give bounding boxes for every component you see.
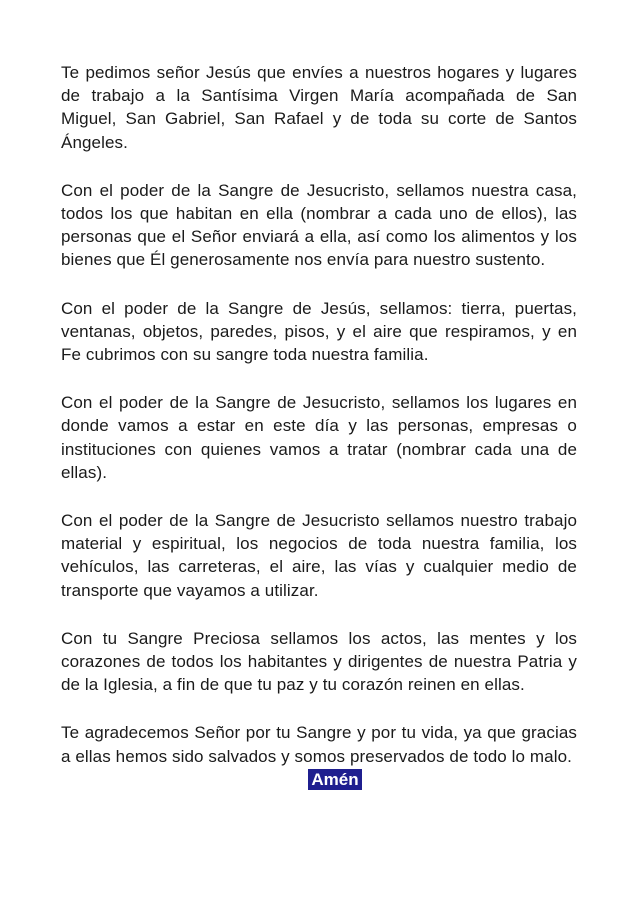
amen-highlight: Amén	[308, 769, 361, 790]
paragraph-2: Con el poder de la Sangre de Jesucristo, sellamos nuestra casa, todos los que habitan en ella (nombrar a cada uno de ellos), las personas que el Señor enviará a ella, así como los alimentos y los bienes que Él generosamente nos envía para nuestro sustento.	[61, 180, 577, 270]
document-page	[61, 61, 577, 790]
paragraph-1: Te pedimos señor Jesús que envíes a nuestros hogares y lugares de trabajo a la Santísima Virgen María acompañada de San Miguel, San Gabriel, San Rafael y de toda su corte de Santos Ángeles.	[61, 63, 577, 152]
paragraph-7: Te agradecemos Señor por tu Sangre y por tu vida, ya que gracias a ellas hemos sido salvados y somos preservados de todo lo malo.	[61, 723, 577, 766]
paragraph-5: Con el poder de la Sangre de Jesucristo sellamos nuestro trabajo material y espiritual, los negocios de toda nuestra familia, los vehículos, las carreteras, el aire, las vías y cualquier medio de transporte que vayamos a utilizar.	[61, 511, 577, 600]
paragraph-6: Con tu Sangre Preciosa sellamos los actos, las mentes y los corazones de todos los habitantes y dirigentes de nuestra Patria y de la Iglesia, a fin de que tu paz y tu corazón reinen en ellas.	[61, 628, 577, 695]
paragraph-4: Con el poder de la Sangre de Jesucristo, sellamos los lugares en donde vamos a estar en este día y las personas, empresas o instituciones con quienes vamos a tratar (nombrar cada una de ellas).	[61, 393, 577, 482]
paragraph-3: Con el poder de la Sangre de Jesús, sellamos: tierra, puertas, ventanas, objetos, paredes, pisos, y el aire que respiramos, y en Fe cubrimos con su sangre toda nuestra familia.	[61, 298, 577, 365]
closing-line	[61, 769, 577, 790]
